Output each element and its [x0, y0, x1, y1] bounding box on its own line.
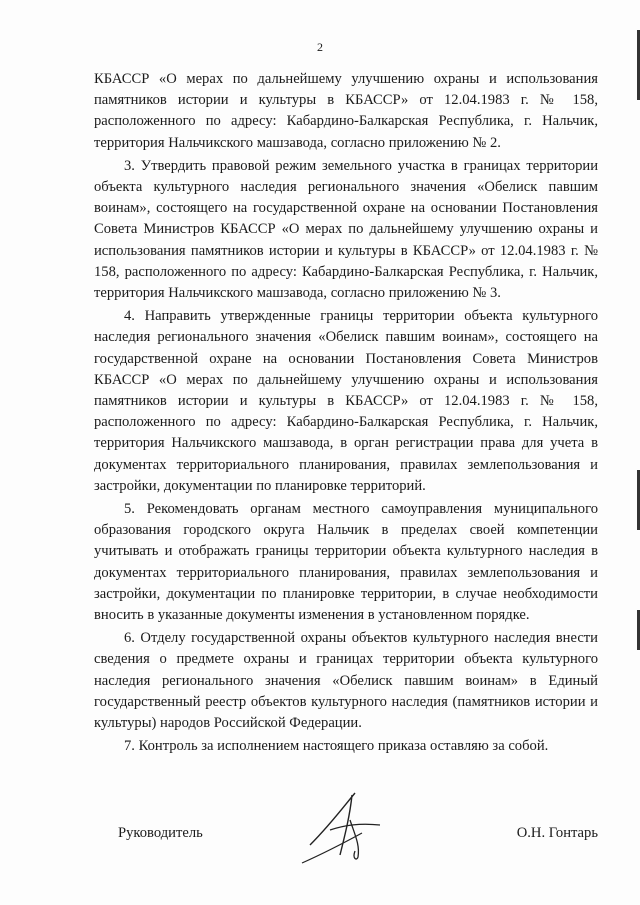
paragraph-item-4: 4. Направить утвержденные границы территории объекта культурного наследия регионального значения «Обелиск павшим воинам», состоящего на государственной охране на основании Постановления Совета Министров КБАССР «О мерах по дальнейшему улучшению охраны и использования памятников истории и культуры в КБАССР» от 12.04.1983 г. № 158, расположенного по адресу: Кабардино-Балкарская Республика, г. Нальчик, территория Нальчикского машзавода, в орган регистрации права для учета в документах территориального планирования, правилах землепользования и застройки, документации по планировке территорий. [94, 308, 598, 494]
page-number: 2 [317, 40, 323, 54]
paragraph-item-3: 3. Утвердить правовой режим земельного участка в границах территории объекта культурного наследия регионального значения «Обелиск павшим воинам», состоящего на государственной охране на основании Постановления Совета Министров КБАССР «О мерах по дальнейшему улучшению охраны и использования памятников истории и культуры в КБАССР» от 12.04.1983 г. № 158, расположенного по адресу: Кабардино-Балкарская Республика, г. Нальчик, территория Нальчикского машзавода, согласно приложению № 3. [94, 157, 598, 302]
handwritten-signature [300, 785, 390, 865]
document-body [94, 69, 598, 760]
signer-name: О.Н. Гонтарь [516, 825, 598, 841]
signer-title: Руководитель [118, 825, 203, 841]
paragraph-continuation: КБАССР «О мерах по дальнейшему улучшению охраны и использования памятников истории и культуры в КБАССР» от 12.04.1983 г. № 158, расположенного по адресу: Кабардино-Балкарская Республика, г. Нальчик, территория Нальчикского машзавода, согласно приложению № 2. [94, 71, 598, 151]
paragraph-item-6: 6. Отделу государственной охраны объектов культурного наследия внести сведения о предмете охраны и границах территории объекта культурного наследия регионального значения «Обелиск павшим воинам» в Единый государственный реестр объектов культурного наследия (памятников истории и культуры) народов Российской Федерации. [94, 630, 598, 732]
paragraph-item-7: 7. Контроль за исполнением настоящего приказа оставляю за собой. [124, 738, 549, 755]
paragraph-item-5: 5. Рекомендовать органам местного самоуправления муниципального образования городского округа Нальчик в пределах своей компетенции учитывать и отображать границы территории объекта культурного наследия в документах территориального планирования, правилах землепользования и застройки, документации по планировке территории, в случае необходимости вносить в указанные документы изменения в установленном порядке. [94, 501, 598, 624]
